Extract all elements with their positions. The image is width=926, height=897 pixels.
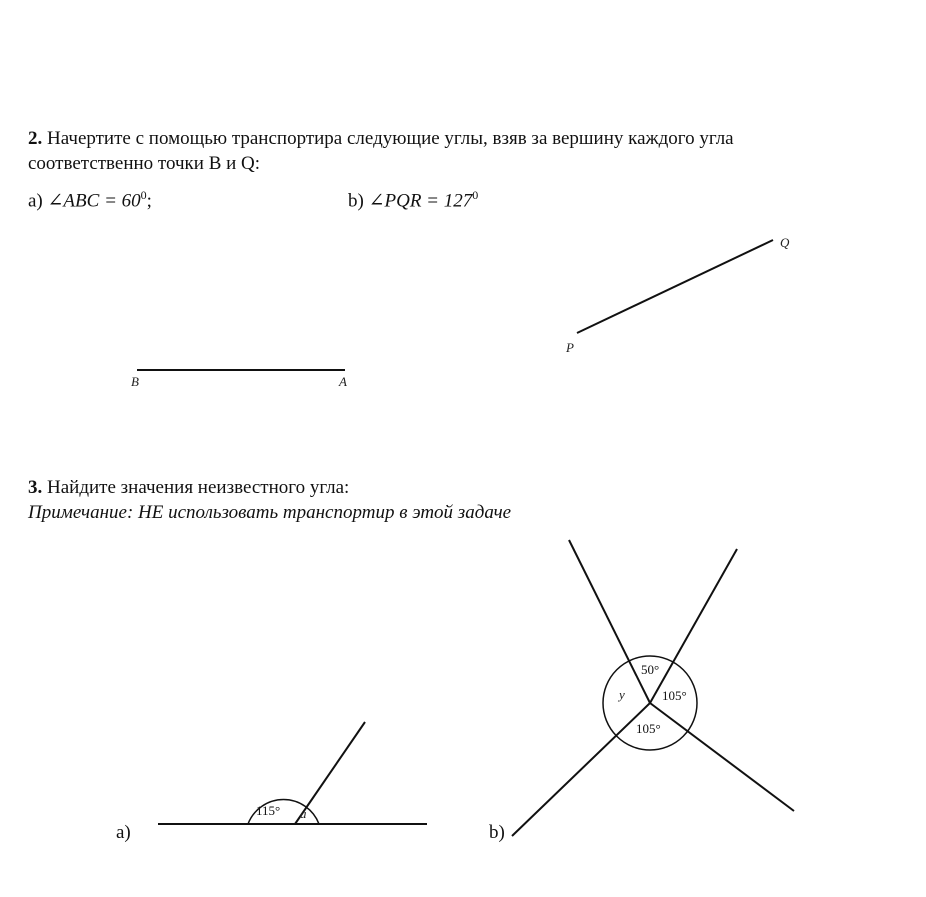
task2-number: 2. [28, 128, 43, 149]
point-b-label: B [131, 374, 139, 389]
part-a-end: ; [146, 190, 152, 212]
part-b-label: b) [348, 190, 364, 212]
part-a-superscript: 0 [140, 188, 147, 202]
part-a-expression: ∠ABC = 60 [47, 190, 141, 212]
task3-note: Примечание: НЕ использовать транспортир в этой задаче [28, 502, 512, 523]
task2-text-line1: Начертите с помощью транспортира следующие углы, взяв за вершину каждого угла [47, 128, 734, 149]
fig-a-angle-a: a [300, 806, 307, 821]
task2-text-line2: соответственно точки B и Q: [28, 153, 261, 174]
fig-b-ray-lower-right [650, 703, 794, 811]
fig-b-label: b) [489, 822, 505, 843]
fig-b-ray-upper-right [650, 549, 737, 703]
point-p-label: P [566, 340, 574, 355]
task3-text: Найдите значения неизвестного угла: [47, 477, 350, 498]
fig-b-angle-105-right: 105° [662, 688, 687, 703]
fig-b-angle-105-bottom: 105° [636, 721, 661, 736]
fig-b-ray-lower-left [512, 703, 650, 836]
fig-a-angle-115: 115° [256, 803, 281, 818]
fig-b-angle-50: 50° [641, 662, 660, 677]
point-q-label: Q [780, 235, 790, 250]
fig-b-angle-y: y [619, 687, 625, 702]
part-a-label: а) [28, 190, 43, 212]
task3-number: 3. [28, 477, 43, 498]
segment-pq [577, 240, 773, 333]
part-b-superscript: 0 [472, 188, 479, 202]
part-b-expression: ∠PQR = 127 [368, 190, 473, 212]
point-a-label: A [339, 374, 347, 389]
fig-a-label: а) [116, 822, 131, 843]
